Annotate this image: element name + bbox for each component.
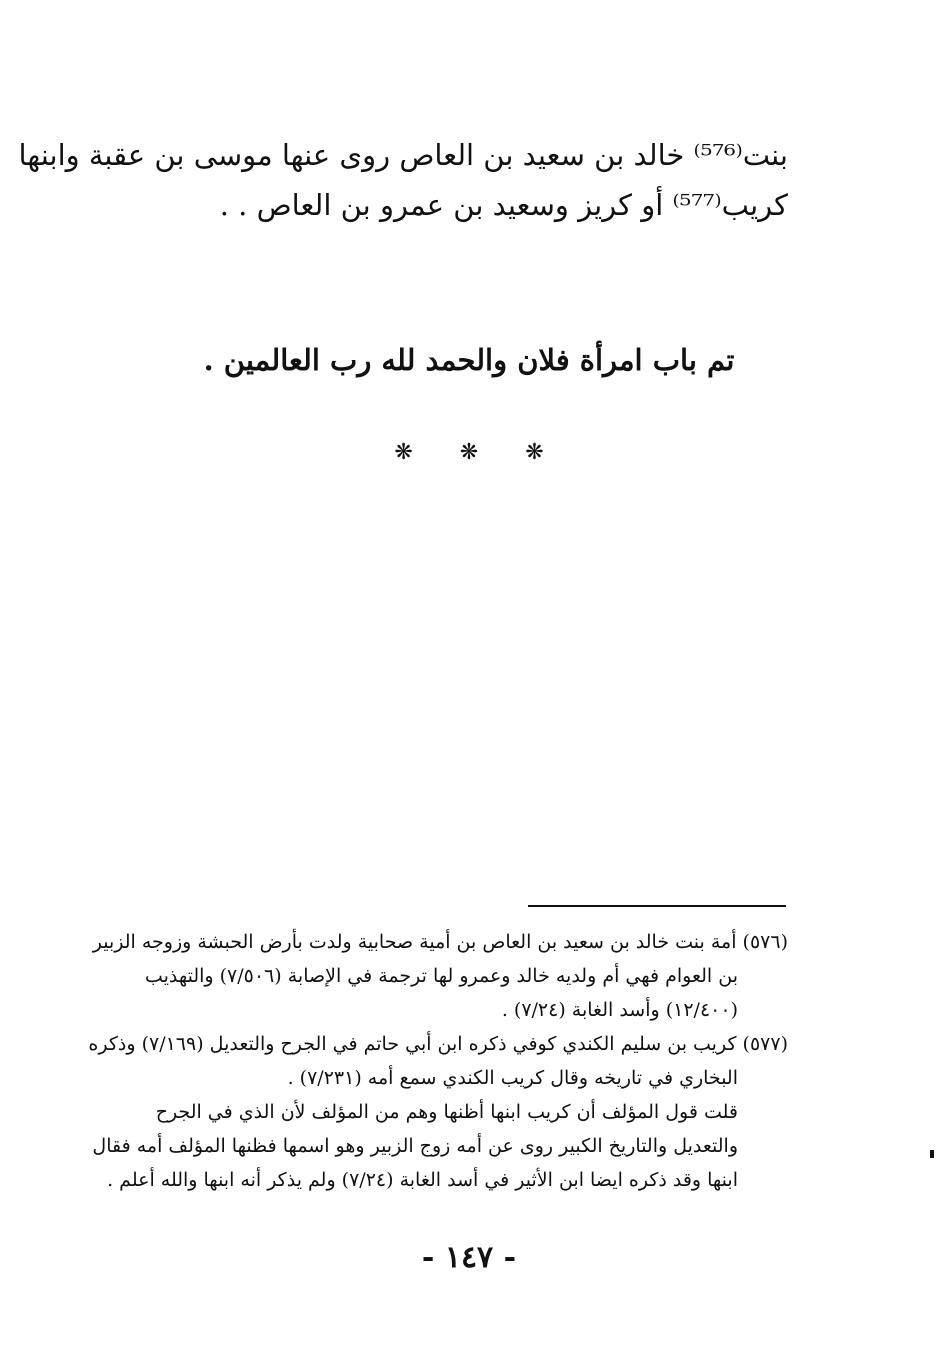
asterism-icon: ❋ xyxy=(459,440,479,465)
main-text-line: بنت⁽⁵⁷⁶⁾ خالد بن سعيد بن العاص روى عنها موسى بن عقبة وابنها xyxy=(18,138,788,172)
footnote-line: (٥٧٦) أمة بنت خالد بن سعيد بن العاص بن أمية صحابية ولدت بأرض الحبشة وزوجه الزبير xyxy=(92,931,788,953)
footnote-line: ابنها وقد ذكره ايضا ابن الأثير في أسد الغابة (٧/٢٤) ولم يذكر أنه ابنها والله أعلم . xyxy=(107,1169,738,1191)
footnote-576 xyxy=(92,925,788,1027)
footnote-line: (١٢/٤٠٠) وأسد الغابة (٧/٢٤) . xyxy=(501,999,738,1021)
footnote-line: بن العوام فهي أم ولديه خالد وعمرو لها ترجمة في الإصابة (٧/٥٠٦) والتهذيب xyxy=(144,965,738,987)
footnote-separator xyxy=(528,905,786,907)
footnote-line: (٥٧٧) كريب بن سليم الكندي كوفي ذكره ابن أبي حاتم في الجرح والتعديل (٧/١٦٩) وذكره xyxy=(88,1033,788,1055)
footnote-line: قلت قول المؤلف أن كريب ابنها أظنها وهم من المؤلف لأن الذي في الجرح xyxy=(155,1101,738,1123)
page-number: - ١٤٧ - xyxy=(421,1240,517,1275)
main-text-line: كريب⁽⁵⁷⁷⁾ أو كريز وسعيد بن عمرو بن العاص . . xyxy=(219,188,788,222)
footnote-line: والتعديل والتاريخ الكبير روى عن أمه زوج الزبير وهو اسمها فظنها المؤلف أمه فقال xyxy=(92,1135,738,1157)
footnotes-block xyxy=(88,925,788,1197)
footnote-line: البخاري في تاريخه وقال كريب الكندي سمع أمه (٧/٢٣١) . xyxy=(287,1067,738,1089)
footnote-577 xyxy=(88,1027,788,1095)
chapter-closing-line: تم باب امرأة فلان والحمد لله رب العالمين . xyxy=(203,343,735,377)
asterism-icon: ❋ xyxy=(525,440,544,465)
main-text-block xyxy=(18,130,788,230)
asterism-icon: ❋ xyxy=(394,440,413,465)
scan-edge-mark xyxy=(930,1150,934,1158)
footnote-editor-comment xyxy=(92,1095,788,1197)
ornament-divider xyxy=(0,440,938,465)
